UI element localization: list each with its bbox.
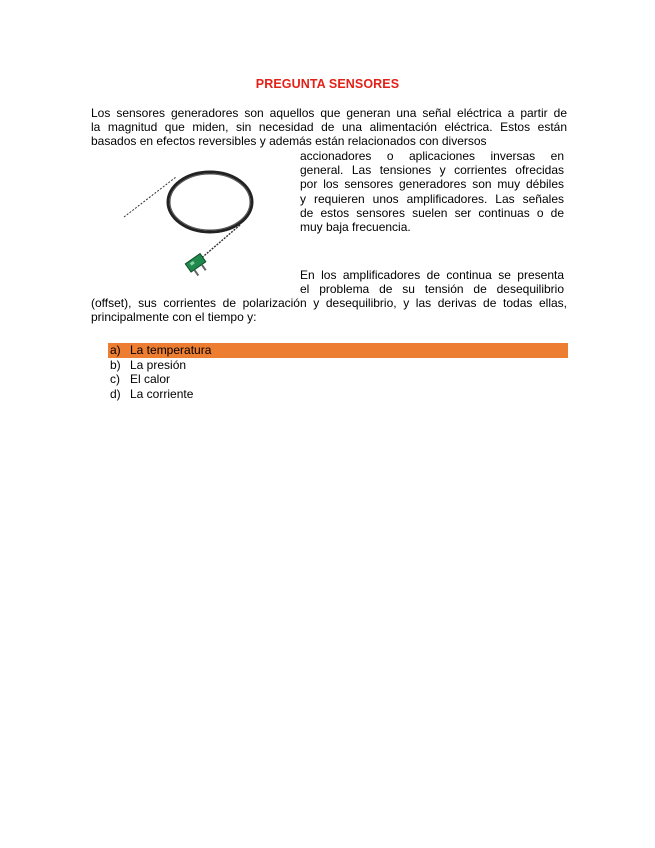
option-text: La temperatura — [130, 343, 212, 357]
option-text: La presión — [130, 357, 187, 372]
option-b[interactable] — [108, 358, 568, 373]
paragraph-intro — [91, 106, 567, 149]
text-line: el problema de su tensión de desequilibrio — [300, 282, 564, 297]
option-letter: c) — [110, 372, 120, 387]
text-line: por los sensores generadores son muy débiles — [300, 177, 564, 192]
paragraph-amplifiers — [300, 268, 564, 296]
text-line: basados en efectos reversibles y además están relacionados con diversos — [91, 134, 487, 149]
page-title: PREGUNTA SENSORES — [255, 77, 400, 91]
text-line: general. Las tensiones y corrientes ofrecidas — [300, 163, 564, 178]
option-letter: a) — [110, 343, 121, 357]
option-c[interactable] — [108, 372, 568, 387]
text-line: y requieren unos amplificadores. Las señales — [300, 191, 564, 206]
option-text: La corriente — [130, 386, 194, 401]
paragraph-amplifiers-continued — [91, 296, 567, 324]
text-line: la magnitud que miden, sin necesidad de una alimentación eléctrica. Estos están — [91, 120, 567, 135]
text-line: Los sensores generadores son aquellos que generan una señal eléctrica a partir de — [91, 106, 567, 120]
option-letter: d) — [110, 386, 121, 401]
text-line: (offset), sus corrientes de polarización y desequilibrio, y las derivas de todas ellas, — [91, 296, 567, 310]
option-d[interactable] — [108, 387, 568, 402]
thermocouple-sensor-image — [122, 163, 274, 285]
option-letter: b) — [110, 357, 121, 372]
option-text: El calor — [130, 372, 171, 387]
text-line: accionadores o aplicaciones inversas en — [300, 149, 564, 163]
text-line: de estos sensores suelen ser continuas o de — [300, 205, 564, 220]
text-line: En los amplificadores de continua se presenta — [300, 268, 564, 282]
paragraph-intro-continued — [300, 149, 564, 234]
option-a[interactable] — [108, 343, 568, 358]
text-line: principalmente con el tiempo y: — [91, 310, 257, 325]
answer-options — [108, 343, 568, 401]
text-line: muy baja frecuencia. — [300, 220, 411, 235]
